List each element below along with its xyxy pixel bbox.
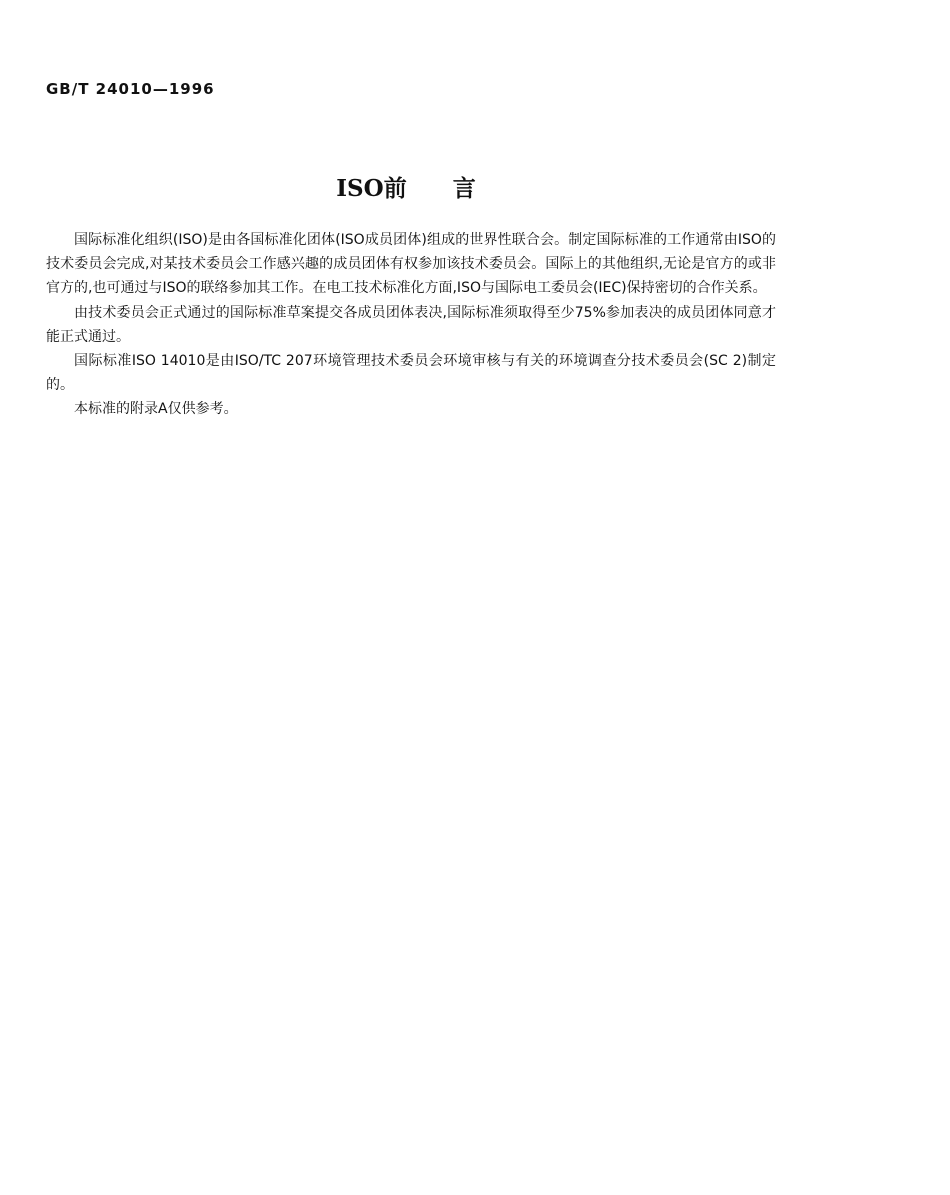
foreword-body bbox=[46, 228, 776, 422]
paragraph-2: 由技术委员会正式通过的国际标准草案提交各成员团体表决,国际标准须取得至少75%参加表决的成员团体同意才能正式通过。 bbox=[46, 304, 776, 345]
title-part-1: ISO前 bbox=[336, 175, 407, 202]
paragraph-4: 本标准的附录A仅供参考。 bbox=[74, 401, 238, 418]
paragraph-1: 国际标准化组织(ISO)是由各国标准化团体(ISO成员团体)组成的世界性联合会。制定国际标准的工作通常由ISO的技术委员会完成,对某技术委员会工作感兴趣的成员团体有权参加该技术委员会。国际上的其他组织,无论是官方的或非官方的,也可通过与ISO的联络参加其工作。在电工技术标准化方面,ISO与国际电工委员会(IEC)保持密切的合作关系。 bbox=[46, 232, 776, 297]
paragraph-3: 国际标准ISO 14010是由ISO/TC 207环境管理技术委员会环境审核与有关的环境调查分技术委员会(SC 2)制定的。 bbox=[46, 353, 776, 394]
page-title bbox=[0, 170, 812, 203]
title-part-2: 言 bbox=[452, 175, 476, 202]
standard-code: GB/T 24010—1996 bbox=[46, 80, 215, 98]
